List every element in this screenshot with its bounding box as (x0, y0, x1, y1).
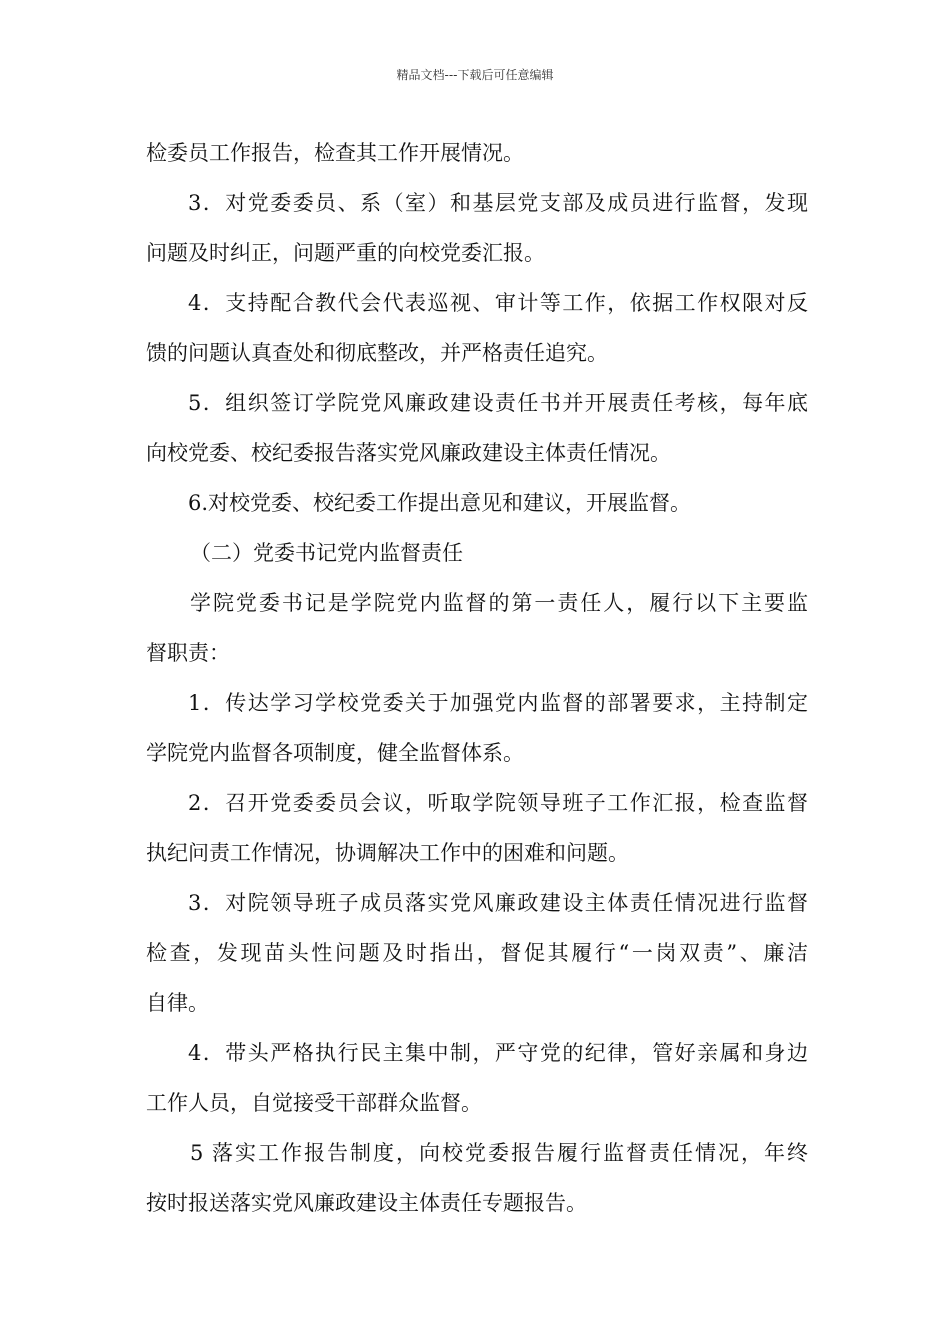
page-header: 精品文档---下载后可任意编辑 (396, 68, 554, 82)
text-line: 检委员工作报告，检查其工作开展情况。 (146, 141, 524, 165)
text-line: 工作人员，自觉接受干部群众监督。 (146, 1091, 482, 1115)
text-line: 4．支持配合教代会代表巡视、审计等工作，依据工作权限对反 (188, 291, 808, 315)
text-line: 督职责： (146, 641, 230, 665)
text-line: 学院党内监督各项制度，健全监督体系。 (146, 741, 524, 765)
text-line: 检查，发现苗头性问题及时指出，督促其履行“一岗双责”、廉洁 (146, 941, 808, 965)
text-line: 3．对党委委员、系（室）和基层党支部及成员进行监督，发现 (188, 191, 808, 215)
text-line: 学院党委书记是学院党内监督的第一责任人，履行以下主要监 (190, 591, 808, 615)
text-line: 6.对校党委、校纪委工作提出意见和建议，开展监督。 (188, 491, 692, 515)
text-line: 按时报送落实党风廉政建设主体责任专题报告。 (146, 1191, 587, 1215)
text-line: 执纪问责工作情况，协调解决工作中的困难和问题。 (146, 841, 629, 865)
text-line: 1．传达学习学校党委关于加强党内监督的部署要求，主持制定 (188, 691, 808, 715)
text-line: 馈的问题认真查处和彻底整改，并严格责任追究。 (146, 341, 608, 365)
text-line: 问题及时纠正，问题严重的向校党委汇报。 (146, 241, 545, 265)
text-line: 3．对院领导班子成员落实党风廉政建设主体责任情况进行监督 (188, 891, 808, 915)
text-line: 2．召开党委委员会议，听取学院领导班子工作汇报，检查监督 (188, 791, 808, 815)
document-body (146, 128, 808, 1228)
text-line: 5．组织签订学院党风廉政建设责任书并开展责任考核，每年底 (188, 391, 808, 415)
text-line: 向校党委、校纪委报告落实党风廉政建设主体责任情况。 (146, 441, 671, 465)
text-line: 5 落实工作报告制度，向校党委报告履行监督责任情况，年终 (190, 1141, 808, 1165)
text-line: 自律。 (146, 991, 209, 1015)
text-line: 4．带头严格执行民主集中制，严守党的纪律，管好亲属和身边 (188, 1041, 808, 1065)
section-heading: （二）党委书记党内监督责任 (190, 541, 463, 565)
